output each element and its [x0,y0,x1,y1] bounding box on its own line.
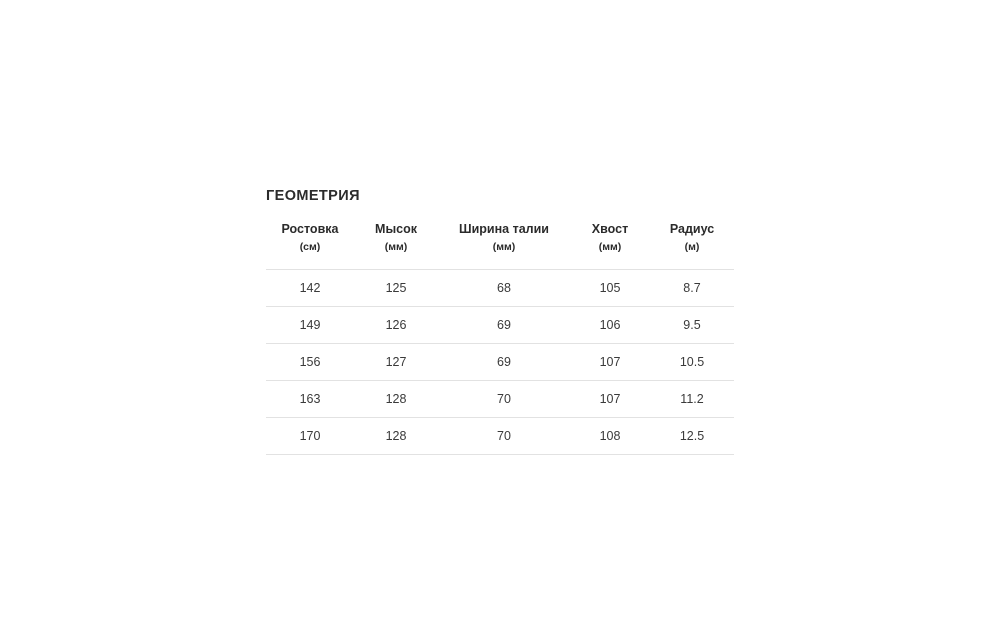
cell-nose: 128 [354,418,438,455]
cell-waist-width: 70 [438,381,570,418]
column-header-length [266,220,354,270]
column-header-unit: (см) [299,241,321,254]
column-header-unit: (мм) [598,241,622,254]
cell-waist-width: 70 [438,418,570,455]
cell-length: 142 [266,270,354,307]
cell-nose: 127 [354,344,438,381]
cell-radius: 12.5 [650,418,734,455]
cell-tail: 105 [570,270,650,307]
cell-length: 170 [266,418,354,455]
cell-tail: 108 [570,418,650,455]
cell-nose: 126 [354,307,438,344]
table-row [266,381,734,418]
column-header-nose [354,220,438,270]
cell-nose: 125 [354,270,438,307]
table-row [266,344,734,381]
geometry-table [266,220,734,455]
column-header-label: Хвост [591,222,629,236]
table-header [266,220,734,270]
cell-tail: 107 [570,344,650,381]
geometry-section [266,188,734,455]
cell-radius: 8.7 [650,270,734,307]
column-header-unit: (м) [684,241,700,254]
column-header-unit: (мм) [492,241,516,254]
cell-waist-width: 69 [438,307,570,344]
column-header-tail [570,220,650,270]
cell-length: 149 [266,307,354,344]
column-header-label: Ширина талии [459,222,549,236]
column-header-waist-width [438,220,570,270]
cell-length: 156 [266,344,354,381]
column-header-label: Радиус [669,222,715,236]
cell-nose: 128 [354,381,438,418]
column-header-radius [650,220,734,270]
cell-length: 163 [266,381,354,418]
cell-waist-width: 69 [438,344,570,381]
cell-radius: 10.5 [650,344,734,381]
table-row [266,307,734,344]
cell-radius: 9.5 [650,307,734,344]
column-header-label: Мысок [375,222,417,236]
table-body [266,270,734,455]
table-row [266,270,734,307]
column-header-label: Ростовка [281,222,339,236]
column-header-unit: (мм) [384,241,408,254]
cell-waist-width: 68 [438,270,570,307]
table-row [266,418,734,455]
table-header-row [266,220,734,270]
page-title: ГЕОМЕТРИЯ [266,188,360,204]
cell-tail: 107 [570,381,650,418]
cell-radius: 11.2 [650,381,734,418]
cell-tail: 106 [570,307,650,344]
